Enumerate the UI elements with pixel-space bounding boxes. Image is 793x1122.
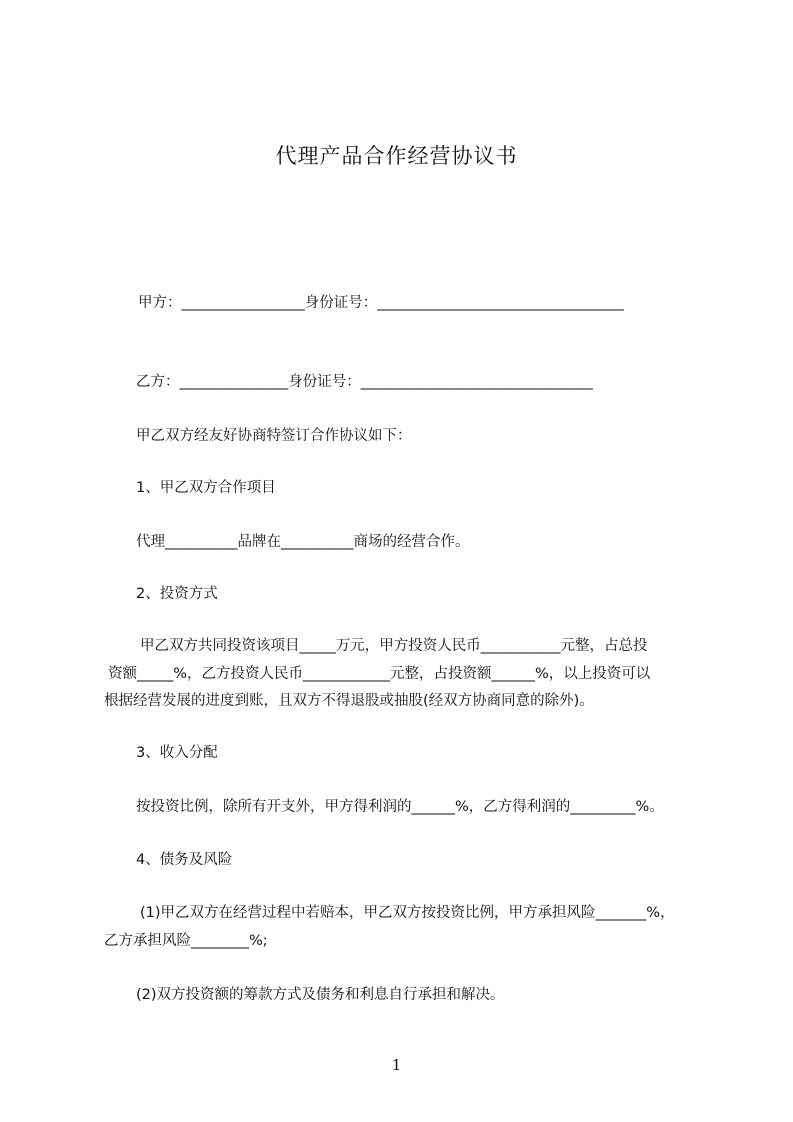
section-2-line-2: 资额_____%，乙方投资人民币____________元整，占投资额______%，以上投资可以 — [108, 666, 651, 682]
section-1-text: 代理__________品牌在__________商场的经营合作。 — [136, 534, 470, 550]
page-number: 1 — [391, 1056, 402, 1074]
section-4-item-1-line-1: (1)甲乙双方在经营过程中若赔本，甲乙双方按投资比例，甲方承担风险_______%， — [140, 905, 675, 921]
section-1-heading: 1、甲乙双方合作项目 — [136, 480, 276, 496]
section-2-heading: 2、投资方式 — [136, 586, 218, 602]
section-4-item-1-line-2: 乙方承担风险________%; — [104, 933, 268, 949]
section-3-text: 按投资比例，除所有开支外，甲方得利润的______%，乙方得利润的_________%。 — [136, 799, 664, 815]
party-a-line: 甲方：_________________身份证号：__________________________________ — [138, 295, 624, 311]
section-4-item-2: (2)双方投资额的筹款方式及债务和利息自行承担和解决。 — [136, 987, 505, 1003]
party-b-line: 乙方：_______________身份证号：________________________________ — [136, 374, 593, 390]
section-2-line-3: 根据经营发展的进度到账，且双方不得退股或抽股(经双方协商同意的除外)。 — [104, 693, 594, 709]
section-3-heading: 3、收入分配 — [136, 745, 218, 761]
section-2-line-1: 甲乙双方共同投资该项目_____万元，甲方投资人民币___________元整，占总投 — [140, 638, 648, 654]
section-4-heading: 4、债务及风险 — [136, 852, 233, 868]
document-title: 代理产品合作经营协议书 — [275, 144, 518, 168]
intro-paragraph: 甲乙双方经友好协商特签订合作协议如下： — [136, 428, 412, 444]
